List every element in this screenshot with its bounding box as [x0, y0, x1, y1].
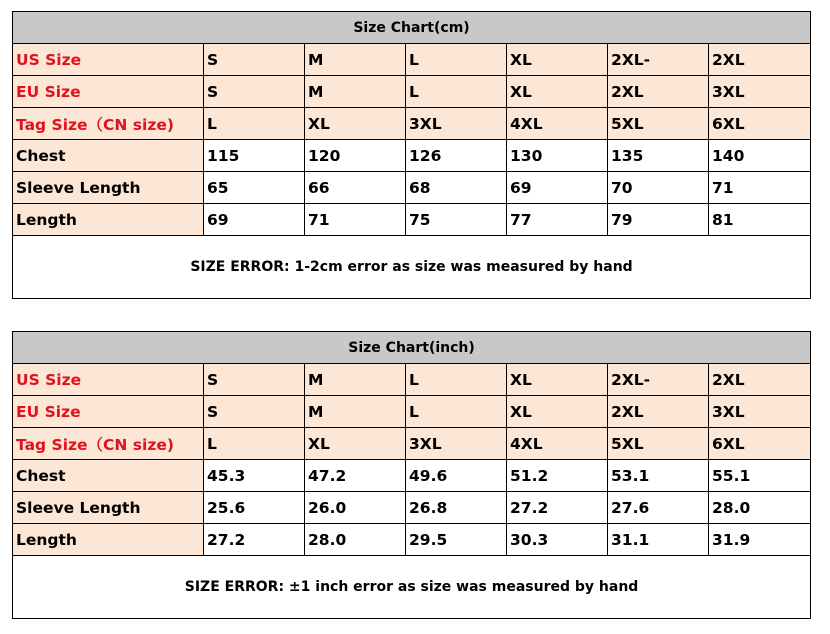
table-cell: L — [406, 76, 507, 108]
table-title: Size Chart(cm) — [13, 12, 811, 44]
table-cell: 3XL — [709, 396, 811, 428]
table-cell: 2XL — [608, 76, 709, 108]
row-label: Length — [13, 204, 204, 236]
table-cell: 47.2 — [305, 460, 406, 492]
size-error-note: SIZE ERROR: 1-2cm error as size was measured by hand — [13, 236, 811, 299]
table-cell: M — [305, 76, 406, 108]
table-row-sleeve-length — [13, 492, 811, 524]
table-title-row — [13, 12, 811, 44]
table-cell: 69 — [204, 204, 305, 236]
table-cell: 71 — [305, 204, 406, 236]
table-row-us-size — [13, 364, 811, 396]
row-label: Length — [13, 524, 204, 556]
table-cell: 2XL — [709, 364, 811, 396]
table-row-length — [13, 204, 811, 236]
table-cell: L — [406, 364, 507, 396]
table-cell: 26.8 — [406, 492, 507, 524]
row-label: Chest — [13, 460, 204, 492]
table-cell: 126 — [406, 140, 507, 172]
table-cell: S — [204, 44, 305, 76]
table-cell: 75 — [406, 204, 507, 236]
row-label: US Size — [13, 44, 204, 76]
size-error-note: SIZE ERROR: ±1 inch error as size was measured by hand — [13, 556, 811, 619]
table-cell: 2XL — [608, 396, 709, 428]
table-cell: 140 — [709, 140, 811, 172]
table-cell: 2XL- — [608, 44, 709, 76]
row-label: EU Size — [13, 396, 204, 428]
table-cell: 49.6 — [406, 460, 507, 492]
table-cell: 29.5 — [406, 524, 507, 556]
table-cell: 3XL — [406, 108, 507, 140]
table-cell: 79 — [608, 204, 709, 236]
table-cell: 25.6 — [204, 492, 305, 524]
table-cell: 53.1 — [608, 460, 709, 492]
table-row-chest — [13, 140, 811, 172]
table-row-tag-size — [13, 428, 811, 460]
row-label: EU Size — [13, 76, 204, 108]
table-cell: 3XL — [709, 76, 811, 108]
row-label: Sleeve Length — [13, 492, 204, 524]
table-cell: L — [204, 428, 305, 460]
row-label: US Size — [13, 364, 204, 396]
table-cell: 77 — [507, 204, 608, 236]
table-cell: 28.0 — [709, 492, 811, 524]
table-cell: 135 — [608, 140, 709, 172]
table-cell: XL — [507, 44, 608, 76]
table-row-sleeve-length — [13, 172, 811, 204]
table-title: Size Chart(inch) — [13, 332, 811, 364]
table-cell: 3XL — [406, 428, 507, 460]
table-note-row — [13, 556, 811, 619]
table-cell: XL — [507, 76, 608, 108]
table-cell: 5XL — [608, 108, 709, 140]
table-cell: S — [204, 76, 305, 108]
table-row-chest — [13, 460, 811, 492]
table-cell: 45.3 — [204, 460, 305, 492]
table-row-eu-size — [13, 76, 811, 108]
table-cell: 30.3 — [507, 524, 608, 556]
table-cell: L — [204, 108, 305, 140]
table-cell: 51.2 — [507, 460, 608, 492]
table-cell: 55.1 — [709, 460, 811, 492]
table-cell: 6XL — [709, 428, 811, 460]
table-cell: S — [204, 396, 305, 428]
table-cell: 27.2 — [204, 524, 305, 556]
table-row-us-size — [13, 44, 811, 76]
table-cell: 68 — [406, 172, 507, 204]
table-cell: XL — [305, 428, 406, 460]
table-cell: 71 — [709, 172, 811, 204]
table-cell: 5XL — [608, 428, 709, 460]
size-chart-cm — [12, 11, 811, 299]
table-cell: 2XL — [709, 44, 811, 76]
table-cell: XL — [305, 108, 406, 140]
size-chart-inch — [12, 331, 811, 619]
row-label: Chest — [13, 140, 204, 172]
table-cell: XL — [507, 396, 608, 428]
table-cell: 81 — [709, 204, 811, 236]
table-cell: M — [305, 44, 406, 76]
table-cell: 4XL — [507, 428, 608, 460]
table-cell: 115 — [204, 140, 305, 172]
table-cell: 65 — [204, 172, 305, 204]
table-cell: 31.1 — [608, 524, 709, 556]
table-cell: M — [305, 396, 406, 428]
table-cell: 130 — [507, 140, 608, 172]
table-cell: XL — [507, 364, 608, 396]
table-cell: 70 — [608, 172, 709, 204]
table-title-row — [13, 332, 811, 364]
table-row-length — [13, 524, 811, 556]
table-cell: 66 — [305, 172, 406, 204]
table-cell: 31.9 — [709, 524, 811, 556]
table-cell: 4XL — [507, 108, 608, 140]
table-cell: S — [204, 364, 305, 396]
table-cell: 2XL- — [608, 364, 709, 396]
table-cell: 27.6 — [608, 492, 709, 524]
row-label: Sleeve Length — [13, 172, 204, 204]
table-row-tag-size — [13, 108, 811, 140]
row-label: Tag Size（CN size) — [13, 428, 204, 460]
table-cell: M — [305, 364, 406, 396]
table-row-eu-size — [13, 396, 811, 428]
table-cell: L — [406, 44, 507, 76]
table-cell: 69 — [507, 172, 608, 204]
table-cell: 6XL — [709, 108, 811, 140]
table-cell: 26.0 — [305, 492, 406, 524]
table-cell: 27.2 — [507, 492, 608, 524]
row-label: Tag Size（CN size) — [13, 108, 204, 140]
table-cell: 28.0 — [305, 524, 406, 556]
table-note-row — [13, 236, 811, 299]
table-cell: L — [406, 396, 507, 428]
table-cell: 120 — [305, 140, 406, 172]
